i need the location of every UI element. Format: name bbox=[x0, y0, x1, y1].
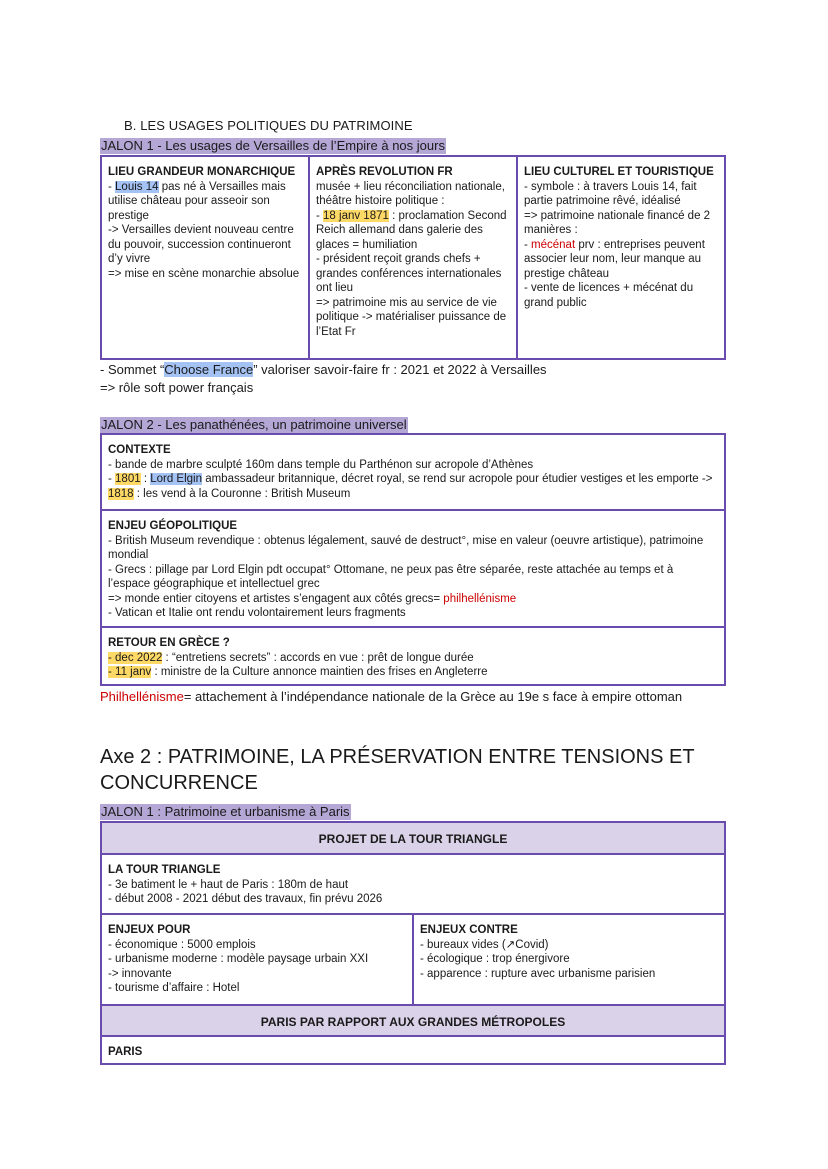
enjeu-row bbox=[102, 511, 724, 628]
jalon1-label: JALON 1 - Les usages de Versailles de l’Empire à nos jours bbox=[101, 138, 445, 153]
panathenees-table bbox=[100, 433, 726, 686]
philhel-text: = attachement à l’indépendance nationale de la Grèce au 19e s face à empire ottoman bbox=[183, 689, 683, 704]
col3-line1: - symbole : à travers Louis 14, fait partie patrimoine rêvé, idéalisé bbox=[524, 180, 697, 207]
paris-row bbox=[102, 1037, 724, 1066]
sommet-text: ” valoriser savoir-faire fr : 2021 et 2022 à Versailles bbox=[253, 362, 547, 377]
contexte-title: CONTEXTE bbox=[108, 444, 171, 456]
col2-line3: => patrimoine mis au service de vie politique -> matérialiser puissance de l’Etat Fr bbox=[316, 296, 507, 338]
pour-item: - économique : 5000 emplois bbox=[108, 938, 256, 951]
col-lieu-culturel bbox=[518, 157, 724, 358]
date-dec-2022: - dec 2022 bbox=[108, 651, 163, 664]
tour-line1: - 3e batiment le + haut de Paris : 180m de haut bbox=[108, 878, 349, 891]
col3-line2: => patrimoine nationale financé de 2 manières : bbox=[524, 209, 711, 236]
contre-item: - écologique : trop énergivore bbox=[420, 953, 570, 965]
contexte-end: : les vend à la Couronne : British Museum bbox=[133, 487, 351, 500]
date-1801: 1801 bbox=[115, 473, 141, 485]
col1-text: pas né à Versailles mais utilise château pour asseoir son prestige bbox=[108, 180, 286, 222]
contexte-text: ambassadeur britannique, décret royal, se rend sur acropole pour étudier vestiges et les emporte -> bbox=[202, 473, 713, 485]
sommet-highlight: Choose France bbox=[164, 362, 254, 377]
enjeu-line2: - Grecs : pillage par Lord Elgin pdt occupat° Ottomane, ne peux pas être séparée, reste attachée au temps et à l’espace géographique et intellectuel grec bbox=[108, 563, 674, 590]
philhel-term: Philhellénisme bbox=[100, 689, 184, 704]
enjeux-contre bbox=[414, 915, 724, 1004]
col2-highlight: 18 janv 1871 bbox=[323, 209, 389, 222]
enjeu-line4: - Vatican et Italie ont rendu volontairement leurs fragments bbox=[108, 607, 406, 619]
col-apres-revolution bbox=[310, 157, 518, 358]
enjeu-line3: => monde entier citoyens et artistes s’engagent aux côtés grecs= bbox=[108, 592, 444, 605]
retour-line1: : “entretiens secrets” : accords en vue : prêt de longue durée bbox=[162, 651, 474, 664]
lord-elgin: Lord Elgin bbox=[150, 473, 203, 485]
contre-item: - bureaux vides (↗Covid) bbox=[420, 938, 549, 951]
philhellenisme-red: philhellénisme bbox=[443, 592, 517, 605]
col3-prefix: - bbox=[524, 238, 532, 251]
enjeux-row bbox=[102, 915, 724, 1006]
philhel-definition bbox=[100, 688, 740, 705]
sommet-line bbox=[100, 361, 726, 378]
enjeux-pour bbox=[102, 915, 414, 1004]
col1-line2: -> Versailles devient nouveau centre du pouvoir, succession continueront d’y vivre bbox=[108, 224, 294, 265]
pour-item: - urbanisme moderne : modèle paysage urbain XXI bbox=[108, 953, 369, 965]
col1-line3: => mise en scène monarchie absolue bbox=[108, 267, 300, 280]
pour-item: - tourisme d’affaire : Hotel bbox=[108, 982, 240, 994]
tour-header: PROJET DE LA TOUR TRIANGLE bbox=[102, 823, 724, 855]
paris-header: PARIS PAR RAPPORT AUX GRANDES MÉTROPOLES bbox=[102, 1006, 724, 1037]
retour-title: RETOUR EN GRÈCE ? bbox=[108, 637, 230, 649]
col3-red: mécénat bbox=[531, 238, 576, 251]
enjeu-line1: - British Museum revendique : obtenus légalement, sauvé de destruct°, mise en valeur (oeuvre artistique), patrimoine mondial bbox=[108, 534, 704, 561]
contexte-prefix: - bbox=[108, 473, 116, 485]
enjeu-title: ENJEU GÉOPOLITIQUE bbox=[108, 520, 238, 532]
pour-item: -> innovante bbox=[108, 967, 172, 980]
contexte-line1: - bande de marbre sculpté 160m dans temple du Parthénon sur acropole d’Athènes bbox=[108, 458, 534, 471]
col3-line3: - vente de licences + mécénat du grand public bbox=[524, 282, 694, 309]
contexte-row bbox=[102, 435, 724, 511]
axe2-title: Axe 2 : PATRIMOINE, LA PRÉSERVATION ENTRE TENSIONS ET CONCURRENCE bbox=[100, 746, 695, 794]
col2-line1: musée + lieu réconciliation nationale, théâtre histoire politique : bbox=[316, 180, 505, 207]
tour-line2: - début 2008 - 2021 début des travaux, fin prévu 2026 bbox=[108, 893, 383, 905]
contre-title: ENJEUX CONTRE bbox=[420, 924, 518, 936]
col3-text: prv : entreprises peuvent associer leur nom, leur manque au prestige château bbox=[524, 238, 705, 280]
jalon3-label: JALON 1 : Patrimoine et urbanisme à Paris bbox=[101, 804, 350, 819]
col1-highlight: Louis 14 bbox=[115, 180, 159, 193]
col2-line2: - président reçoit grands chefs + grandes conférences internationales ont lieu bbox=[316, 253, 502, 294]
col1-title: LIEU GRANDEUR MONARCHIQUE bbox=[108, 166, 296, 178]
col2-text: : proclamation Second Reich allemand dans galerie des glaces = humiliation bbox=[316, 209, 507, 251]
tour-info-row bbox=[102, 855, 724, 915]
jalon2-label: JALON 2 - Les panathénées, un patrimoine universel bbox=[101, 417, 407, 432]
sommet-prefix: - Sommet “ bbox=[100, 362, 165, 377]
soft-power-line: => rôle soft power français bbox=[100, 380, 254, 395]
contre-item: - apparence : rupture avec urbanisme parisien bbox=[420, 967, 656, 980]
date-1818: 1818 bbox=[108, 487, 134, 500]
paris-title: PARIS bbox=[108, 1046, 143, 1058]
section-b-title: B. LES USAGES POLITIQUES DU PATRIMOINE bbox=[124, 118, 413, 133]
tour-triangle-table bbox=[100, 821, 726, 1065]
date-11-janv: - 11 janv bbox=[108, 666, 152, 678]
pour-title: ENJEUX POUR bbox=[108, 924, 191, 936]
retour-row bbox=[102, 628, 724, 686]
tour-title: LA TOUR TRIANGLE bbox=[108, 864, 221, 876]
col2-prefix: - bbox=[316, 209, 324, 222]
retour-line2: : ministre de la Culture annonce maintien des frises en Angleterre bbox=[151, 666, 488, 678]
col-grandeur-monarchique bbox=[102, 157, 310, 358]
col2-title: APRÈS REVOLUTION FR bbox=[316, 166, 453, 178]
col1-prefix: - bbox=[108, 180, 116, 193]
versailles-table bbox=[100, 155, 726, 360]
col3-title: LIEU CULTUREL ET TOURISTIQUE bbox=[524, 166, 714, 178]
contexte-sep: : bbox=[140, 473, 151, 485]
